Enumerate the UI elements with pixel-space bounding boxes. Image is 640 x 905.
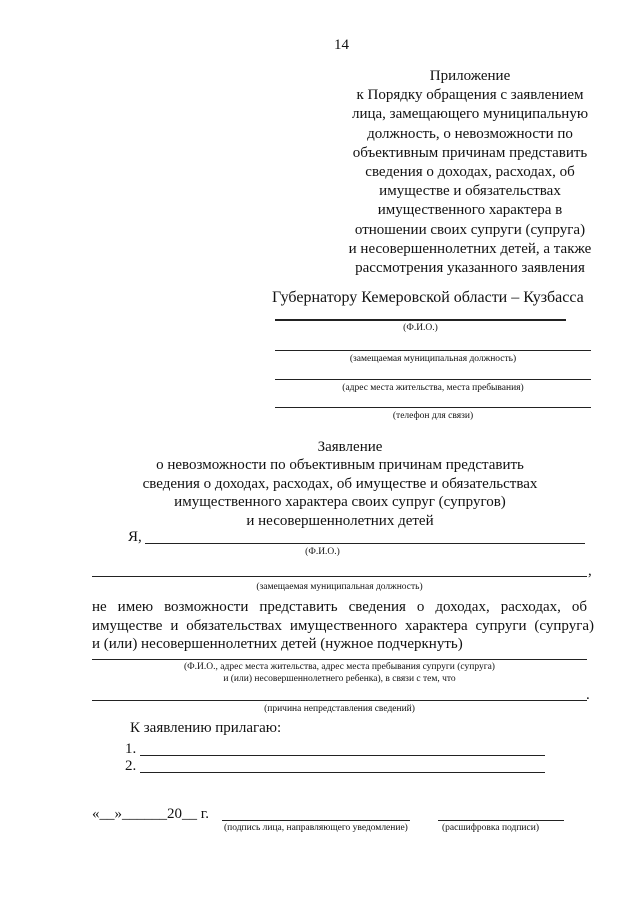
signature-line (222, 820, 410, 821)
document-subtitle (20, 456, 640, 530)
reason-line (92, 700, 587, 701)
addressee-address-caption: (адрес места жительства, места пребывания) (342, 383, 524, 393)
spouse-caption-1: (Ф.И.О., адрес места жительства, адрес места пребывания супруги (супруга) (184, 662, 495, 672)
decode-caption: (расшифровка подписи) (442, 823, 539, 833)
appendix-line: отношении своих супруги (супруга) (354, 221, 586, 238)
appendix-line: рассмотрения указанного заявления (355, 260, 585, 277)
appendix-block (320, 67, 620, 278)
addressee-position-line (275, 350, 591, 351)
appendix-line: имущественного характера в (377, 202, 563, 219)
trailing-comma: , (588, 563, 592, 579)
signature-caption: (подпись лица, направляющего уведомление) (224, 823, 408, 833)
appendix-line: к Порядку обращения с заявлением (356, 87, 584, 104)
addressee-position-caption: (замещаемая муниципальная должность) (349, 354, 517, 364)
date-field: «__»______20__ г. (92, 806, 209, 822)
appendix-line: лица, замещающего муниципальную (351, 106, 589, 123)
body-fio-caption: (Ф.И.О.) (305, 547, 340, 557)
spouse-caption-2: и (или) несовершеннолетнего ребенка), в связи с тем, что (223, 674, 456, 684)
addressee-to: Губернатору Кемеровской области – Кузбасса (272, 289, 584, 306)
addressee-fio-line (275, 319, 566, 321)
document-title: Заявление (317, 439, 383, 455)
decode-line (438, 820, 564, 821)
appendix-line: сведения о доходах, расходах, об (365, 164, 575, 181)
subtitle-line: сведения о доходах, расходах, об имуществе и обязательствах (142, 475, 538, 492)
statement-block (92, 598, 594, 654)
reason-caption: (причина непредставления сведений) (264, 704, 415, 714)
statement-line: не имею возможности представить сведения о доходах, расходах, об (92, 599, 587, 615)
attachment-item-number: 2. (125, 758, 137, 774)
addressee-address-line (275, 379, 591, 380)
subtitle-line: и несовершеннолетних детей (246, 512, 434, 529)
attachment-item-number: 1. (125, 741, 137, 757)
addressee-fio-caption: (Ф.И.О.) (403, 323, 438, 333)
trailing-period: . (586, 687, 590, 703)
appendix-line: Приложение (429, 68, 511, 84)
spouse-line (92, 659, 587, 660)
subtitle-line: имущественного характера своих супруг (супругов) (174, 494, 506, 510)
attachment-item-line (140, 755, 545, 756)
addressee-phone-line (275, 407, 591, 408)
body-position-caption: (замещаемая муниципальная должность) (256, 582, 423, 592)
i-label: Я, (128, 529, 142, 545)
appendix-line: объективным причинам представить (352, 144, 588, 161)
attachments-label: К заявлению прилагаю: (130, 720, 282, 736)
appendix-line: имуществе и обязательствах (379, 183, 561, 200)
addressee-phone-caption: (телефон для связи) (392, 411, 474, 421)
statement-line: и (или) несовершеннолетних детей (нужное подчеркнуть) (92, 636, 463, 652)
page-number: 14 (334, 37, 349, 53)
appendix-line: должность, о невозможности по (367, 125, 573, 142)
subtitle-line: о невозможности по объективным причинам представить (156, 457, 524, 473)
statement-line: имуществе и обязательствах имущественного характера супруги (супруга) (92, 617, 594, 634)
body-position-line (92, 576, 587, 577)
appendix-line: и несовершеннолетних детей, а также (348, 240, 592, 257)
attachment-item-line (140, 772, 545, 773)
body-fio-line (145, 543, 585, 544)
